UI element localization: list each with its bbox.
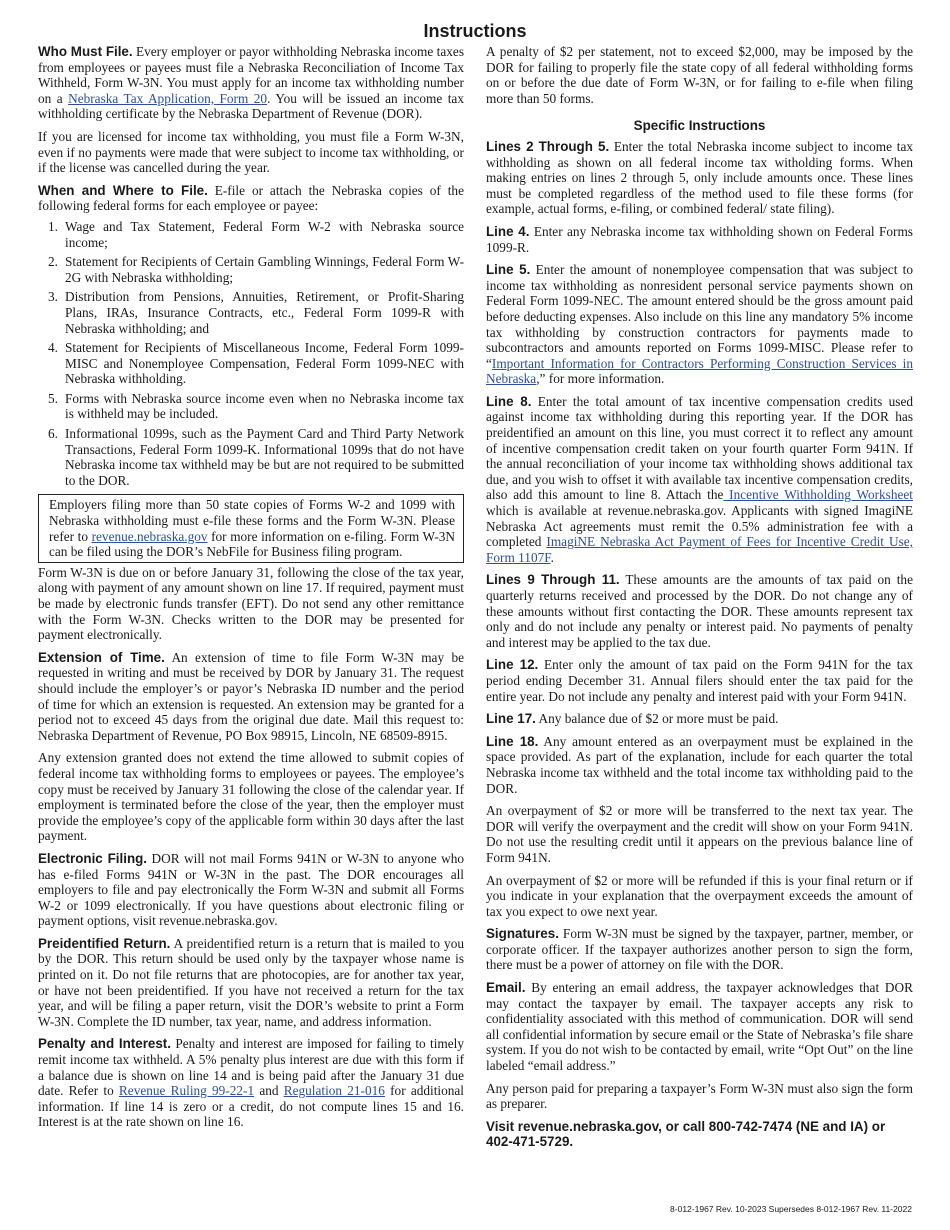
preidentified-heading: Preidentified Return. (38, 935, 171, 951)
line-18-text: Any amount entered as an overpayment must be explained in the space provided. As part of the explanation, include for each quarter the total Nebraska income tax withheld and the total income tax withholding paid to the DOR. (486, 733, 913, 796)
revenue-ruling-link[interactable]: Revenue Ruling 99-22-1 (118, 1083, 255, 1099)
overpayment-refund-paragraph: An overpayment of $2 or more will be refunded if this is your final return or if you indicate in your explanation that the overpayment exceeds the amount of tax you expect to owe next year. (486, 872, 913, 919)
line-17-text: Any balance due of $2 or more must be paid. (535, 711, 779, 727)
electronic-filing-heading: Electronic Filing. (38, 850, 148, 866)
line-8-text: Enter the total amount of tax incentive compensation credits used against income tax withholding during this reporting year. If the DOR has preidentified an amount on this line, you must correct it to reflect any amount of incentive compensation credit taken on your fourth quarter Form 941N. If the annual reconciliation of your income tax withholding shows additional tax due, and you wish to offset it with available tax incentive compensation credits, also add this amount to line 8. Attach the (486, 393, 913, 503)
form-revision-footer: 8-012-1967 Rev. 10-2023 Supersedes 8-012-1967 Rev. 11-2022 (670, 1204, 912, 1214)
efile-notice-box (38, 494, 464, 562)
revenue-website-link[interactable]: revenue.nebraska.gov (91, 528, 208, 544)
line-4-text: Enter any Nebraska income tax withholding shown on Federal Forms 1099-R. (486, 223, 913, 255)
list-item-text: Statement for Recipients of Certain Gambling Winnings, Federal Form W-2G with Nebraska withholding; (65, 254, 464, 285)
line-8-text-3: . (550, 549, 554, 565)
line-4-heading: Line 4. (486, 223, 530, 239)
list-item-number: 2. (48, 254, 58, 270)
lines-9-11-heading: Lines 9 Through 11. (486, 572, 620, 588)
line-8-heading: Line 8. (486, 393, 532, 409)
who-must-file-heading: Who Must File. (38, 44, 133, 59)
list-item-number: 1. (48, 218, 58, 234)
penalty-interest-text-3: for additional information. If line 14 is zero or a credit, do not compute lines 15 and 16. Interest is at the rate shown on line 16. (38, 1083, 464, 1130)
extension-paragraph (38, 650, 464, 744)
list-item (38, 340, 464, 387)
who-must-file-text: Every employer or payor withholding Nebraska income taxes from employees or payees must file a Nebraska Reconciliation of Income Tax Withheld, Form W-3N. You must apply for an income tax withholding number on a (38, 44, 464, 106)
list-item-number: 5. (48, 390, 58, 406)
specific-instructions-heading: Specific Instructions (633, 118, 766, 134)
line-17-heading: Line 17. (486, 711, 536, 727)
list-item (38, 391, 464, 422)
due-date-paragraph: Form W-3N is due on or before January 31, following the close of the tax year, along with payment of any amount shown on line 17. If required, payment must be made by electronic funds transfer (EFT). Do not send any other remittance with the Form W-3N. Checks written to the DOR may be presented for payment electronically. (38, 564, 464, 643)
efile-notice-text-2: for more information on e-filing. Form W-3N can be filed using the DOR’s NebFile for Business filing program. (49, 528, 455, 560)
efile-notice-text: Employers filing more than 50 state copies of Forms W-2 and 1099 with Nebraska withholding must e-file these forms and the Form W-3N. Please refer to (49, 497, 455, 544)
penalty-interest-paragraph (38, 1036, 464, 1130)
line-5-paragraph (486, 262, 913, 387)
email-paragraph (486, 980, 913, 1074)
lines-2-5-text: Enter the total Nebraska income subject to income tax withholding as shown on all federal income tax witholding forms. When making entries on lines 2 through 5, only include amounts once. These lines must be completed regardless of the method used to file these forms (for example, actual forms, e-filing, or combined federal/ state filing). (486, 138, 913, 217)
signatures-text: Form W-3N must be signed by the taxpayer, partner, member, or corporate officer. If the taxpayer authorizes another person to sign the form, there must be a power of attorney on file with the DOR. (486, 926, 913, 973)
line-12-paragraph (486, 657, 913, 704)
electronic-filing-text: DOR will not mail Forms 941N or W-3N to anyone who has e-filed Forms 941N or W-3N in the past. The DOR encourages all employers to file and pay electronically the Form W-3N and submit all Forms W-2 or 1099 electronically. If you have questions about electronic filing or payment options, visit revenue.nebraska.gov. (38, 850, 464, 929)
line-12-heading: Line 12. (486, 657, 539, 673)
penalty-interest-text-2: and (254, 1083, 284, 1099)
statement-penalty-paragraph: A penalty of $2 per statement, not to exceed $2,000, may be imposed by the DOR for failing to properly file the state copy of all federal withholding forms on or before the due date of Form W-3N, or for failing to e-file when filing more than 50 forms. (486, 44, 913, 106)
extension-heading: Extension of Time. (38, 649, 165, 665)
list-item (38, 426, 464, 488)
when-where-paragraph (38, 183, 464, 214)
signatures-heading: Signatures. (486, 926, 559, 942)
preidentified-text: A preidentified return is a return that is mailed to you by the DOR. This return should be used only by the taxpayer whose name is printed on it. Do not file returns that are photocopies, are for another tax year, or have not been preidentified. If you have not received a return for the tax year, and will be filing a paper return, visit the DOR’s website to print a Form W-3N. Complete the ID number, tax year, name, and address information. (38, 935, 464, 1029)
when-where-heading: When and Where to File. (38, 182, 208, 198)
line-12-text: Enter only the amount of tax paid on the Form 941N for the tax period ending December 31. Annual filers should enter the tax paid for the entire year. Do not include any penalty and interest paid with your Form 941N. (486, 657, 913, 704)
line-8-paragraph (486, 394, 913, 566)
line-5-text: Enter the amount of nonemployee compensation that was subject to income tax withholding as nonresident personal service payments shown on Federal Form 1099-NEC. The amount entered should be the gross amount paid before deducting expenses. Also include on this line any mandatory 5% income tax withholding by construction contractors for payments made to subcontractors and amounts reported on Forms 1099-MISC. Please refer to “ (486, 262, 913, 371)
line-4-paragraph (486, 224, 913, 255)
penalty-interest-text: Penalty and interest are imposed for failing to timely remit income tax withheld. A 5% penalty plus interest are due with this form if a balance due is shown on line 14 and is being paid after the January 31 due date. Refer to (38, 1036, 464, 1099)
preparer-paragraph: Any person paid for preparing a taxpayer’s Form W-3N must also sign the form as preparer. (486, 1080, 913, 1112)
lines-9-11-paragraph (486, 572, 913, 650)
line-17-paragraph (486, 711, 913, 727)
list-item-number: 4. (48, 340, 58, 356)
lines-2-5-paragraph (486, 139, 913, 217)
list-item-text: Informational 1099s, such as the Payment Card and Third Party Network Transactions, Federal Form 1099-K. Informational 1099s that do not have Nebraska income tax withheld may be but are not required to be submitted to the DOR. (65, 426, 464, 488)
list-item-text: Forms with Nebraska source income even when no Nebraska income tax is withheld may be included. (65, 390, 464, 422)
extension-paragraph-2: Any extension granted does not extend the time allowed to submit copies of federal income tax withholding forms to employees or payees. The employee’s copy must be received by January 31 following the close of the calendar year. If employment is terminated before the close of the year, then the employer must provide the employee’s copy of the applicable form within 30 days after the last payment. (38, 750, 464, 844)
line-5-text-2: ,” for more information. (536, 371, 665, 387)
list-item (38, 219, 464, 250)
email-heading: Email. (486, 980, 526, 996)
who-must-file-paragraph (38, 44, 464, 122)
licensed-paragraph: If you are licensed for income tax withholding, you must file a Form W-3N, even if no payments were made that were subject to income tax withholding, or if the license was cancelled during the year. (38, 128, 464, 176)
when-where-text: E-file or attach the Nebraska copies of the following federal forms for each employee or payee: (38, 182, 464, 214)
regulation-link[interactable]: Regulation 21-016 (283, 1083, 385, 1099)
form-20-link[interactable]: Nebraska Tax Application, Form 20 (68, 90, 268, 106)
line-8-text-2: which is available at revenue.nebraska.gov. Applicants with signed ImagiNE Nebraska Act agreements must remit the 0.5% administration fee with a completed (486, 503, 913, 550)
signatures-paragraph (486, 926, 913, 973)
federal-forms-list (38, 219, 464, 489)
incentive-worksheet-link[interactable]: Incentive Withholding Worksheet (723, 487, 913, 503)
line-5-heading: Line 5. (486, 262, 531, 278)
lines-2-5-heading: Lines 2 Through 5. (486, 138, 610, 154)
list-item (38, 254, 464, 285)
list-item-text: Wage and Tax Statement, Federal Form W-2 with Nebraska source income; (65, 218, 464, 250)
contact-info: Visit revenue.nebraska.gov, or call 800-742-7474 (NE and IA) or 402-471-5729. (486, 1118, 886, 1150)
list-item-number: 3. (48, 289, 58, 305)
left-column (38, 44, 464, 1137)
page-title: Instructions (423, 21, 527, 41)
list-item-text: Statement for Recipients of Miscellaneous Income, Federal Form 1099-MISC and Nonemployee Compensation, Federal Form 1099-NEC with Nebraska withholding. (65, 340, 464, 387)
list-item-number: 6. (48, 426, 58, 442)
line-18-heading: Line 18. (486, 733, 539, 749)
list-item-text: Distribution from Pensions, Annuities, Retirement, or Profit-Sharing Plans, IRAs, Insurance Contracts, etc., Federal Form 1099-R with Nebraska withholding; and (65, 289, 464, 336)
extension-text: An extension of time to file Form W-3N may be requested in writing and must be received by DOR by January 31. The request should include the employer’s or payor’s Nebraska ID number and the period of time for which an extension is requested. An extension may be granted for a period not to exceed 45 days from the original due date. Mail this request to: Nebraska Department of Revenue, PO Box 98915, Lincoln, NE 68509-8915. (38, 649, 464, 743)
form-1107f-link[interactable]: ImagiNE Nebraska Act Payment of Fees for Incentive Credit Use, Form 1107F (486, 534, 913, 565)
contractors-info-link[interactable]: Important Information for Contractors Performing Construction Services in Nebraska (486, 355, 913, 387)
lines-9-11-text: These amounts are the amounts of tax paid on the quarterly returns received and processed by the DOR. Do not change any of these amounts without first contacting the DOR. These amounts represent tax only and do not include any penalty or interest paid. No payments of penalty and interest may be applied to the tax due. (486, 572, 913, 650)
email-text: By entering an email address, the taxpayer acknowledges that DOR may contact the taxpayer by email. The taxpayer accepts any risk to confidentiality associated with this method of communication. DOR will send all confidential information by secure email or the State of Nebraska’s file share system. If you do not wish to be contacted by email, write “Opt Out” on the line labeled “email address.” (486, 980, 913, 1074)
electronic-filing-paragraph (38, 851, 464, 929)
overpayment-transfer-paragraph: An overpayment of $2 or more will be transferred to the next tax year. The DOR will verify the overpayment and the credit will show on your Form 941N. Do not use the resulting credit until it appears on the previous balance line of Form 941N. (486, 803, 913, 865)
list-item (38, 289, 464, 336)
preidentified-paragraph (38, 936, 464, 1030)
who-must-file-text-2: . You will be issued an income tax withholding certificate by the Nebraska Department of Revenue (DOR). (38, 90, 464, 122)
line-18-paragraph (486, 734, 913, 796)
penalty-interest-heading: Penalty and Interest. (38, 1036, 171, 1052)
right-column (486, 44, 913, 1150)
